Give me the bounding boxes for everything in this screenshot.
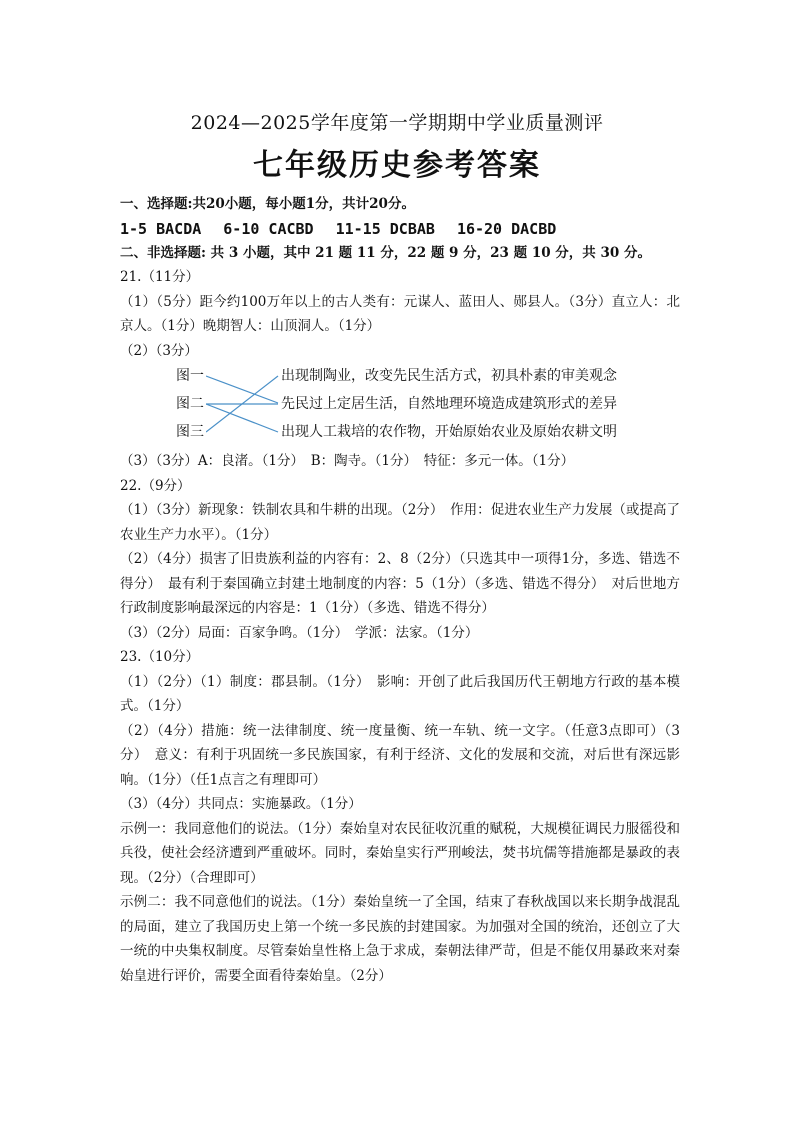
q21-part2-label: （2）（3分）: [120, 342, 198, 359]
mcq-answer-group: 16-20 DACBD: [456, 219, 557, 238]
section-1-heading: 一、选择题:共20小题，每小题1分，共计20分。: [120, 196, 415, 212]
match-left-item: 图二: [176, 396, 204, 412]
match-line: [206, 404, 278, 432]
matching-lines: [206, 365, 282, 449]
match-right-item: 出现人工栽培的农作物，开始原始农业及原始农耕文明: [281, 424, 617, 440]
q22-part3: （3）（2分）局面：百家争鸣。（1分） 学派：法家。（1分）: [120, 624, 479, 641]
q23-part2: （2）（4分）措施：统一法律制度、统一度量衡、统一车轨、统一文字。（任意3点即可）（3分） 意义：有利于巩固统一多民族国家，有利于经济、文化的发展和交流，对后世有深远影响。（1分）（任1点言之有理即可）: [120, 722, 680, 788]
q23-number: 23.（10分）: [120, 649, 200, 665]
q23-part3: （3）（4分）共同点：实施暴政。（1分）: [120, 796, 362, 812]
match-right-item: 先民过上定居生活，自然地理环境造成建筑形式的差异: [281, 396, 617, 412]
q21-part3: （3）（3分）A：良渚。（1分） B：陶寺。（1分） 特征：多元一体。（1分）: [120, 453, 575, 469]
q21-part1: （1）（5分）距今约100万年以上的古人类有：元谋人、蓝田人、郧县人。（3分）直立人：北京人。（1分）晚期智人：山顶洞人。（1分）: [120, 293, 680, 334]
q23-example-1: 示例一：我同意他们的说法。（1分）秦始皇对农民征收沉重的赋税，大规模征调民力服徭役和兵役，使社会经济遭到严重破坏。同时，秦始皇实行严刑峻法，焚书坑儒等措施都是暴政的表现。（2分）（合理即可）: [120, 820, 680, 886]
match-line: [206, 376, 278, 403]
answer-content: [120, 192, 680, 988]
match-left-item: 图一: [176, 368, 204, 384]
section-2-heading: 二、非选择题: 共 3 小题，其中 21 题 11 分，22 题 9 分，23 题 10 分，共 30 分。: [120, 244, 651, 261]
q22-part1: （1）（3分）新现象：铁制农具和牛耕的出现。（2分） 作用：促进农业生产力发展（或提高了农业生产力水平）。（1分）: [120, 502, 680, 543]
q22-number: 22.（9分）: [120, 477, 191, 494]
mcq-answer-group: 6-10 CACBD: [223, 219, 314, 238]
match-right-item: 出现制陶业，改变先民生活方式，初具朴素的审美观念: [281, 368, 617, 384]
mcq-answer-group: 11-15 DCBAB: [335, 219, 435, 238]
answer-key-title: 七年级历史参考答案: [253, 148, 541, 183]
matching-diagram: [120, 365, 680, 449]
match-left-item: 图三: [176, 424, 204, 440]
mcq-answers: [120, 217, 680, 241]
q22-part2: （2）（4分）损害了旧贵族利益的内容有：2、8（2分）（只选其中一项得1分，多选、错选不得分） 最有利于秦国确立封建土地制度的内容：5（1分）（多选、错选不得分） 对后世地方行政制度影响最深远的内容是：1（1分）（多选、错选不得分）: [120, 551, 680, 616]
mcq-answer-group: 1-5 BACDA: [120, 219, 202, 238]
exam-title: 2024—2025学年度第一学期期中学业质量测评: [190, 112, 604, 134]
q23-part1: （1）（2分）（1）制度：郡县制。（1分） 影响：开创了此后我国历代王朝地方行政的基本模式。（1分）: [120, 673, 680, 714]
q21-number: 21.（11分）: [120, 269, 200, 285]
q23-example-2: 示例二：我不同意他们的说法。（1分）秦始皇统一了全国，结束了春秋战国以来长期争战混乱的局面，建立了我国历史上第一个统一多民族的封建国家。为加强对全国的统治，还创立了大一统的中央集权制度。尽管秦始皇性格上急于求成，秦朝法律严苛，但是不能仅用暴政来对秦始皇进行评价，需要全面看待秦始皇。（2分）: [120, 894, 680, 984]
